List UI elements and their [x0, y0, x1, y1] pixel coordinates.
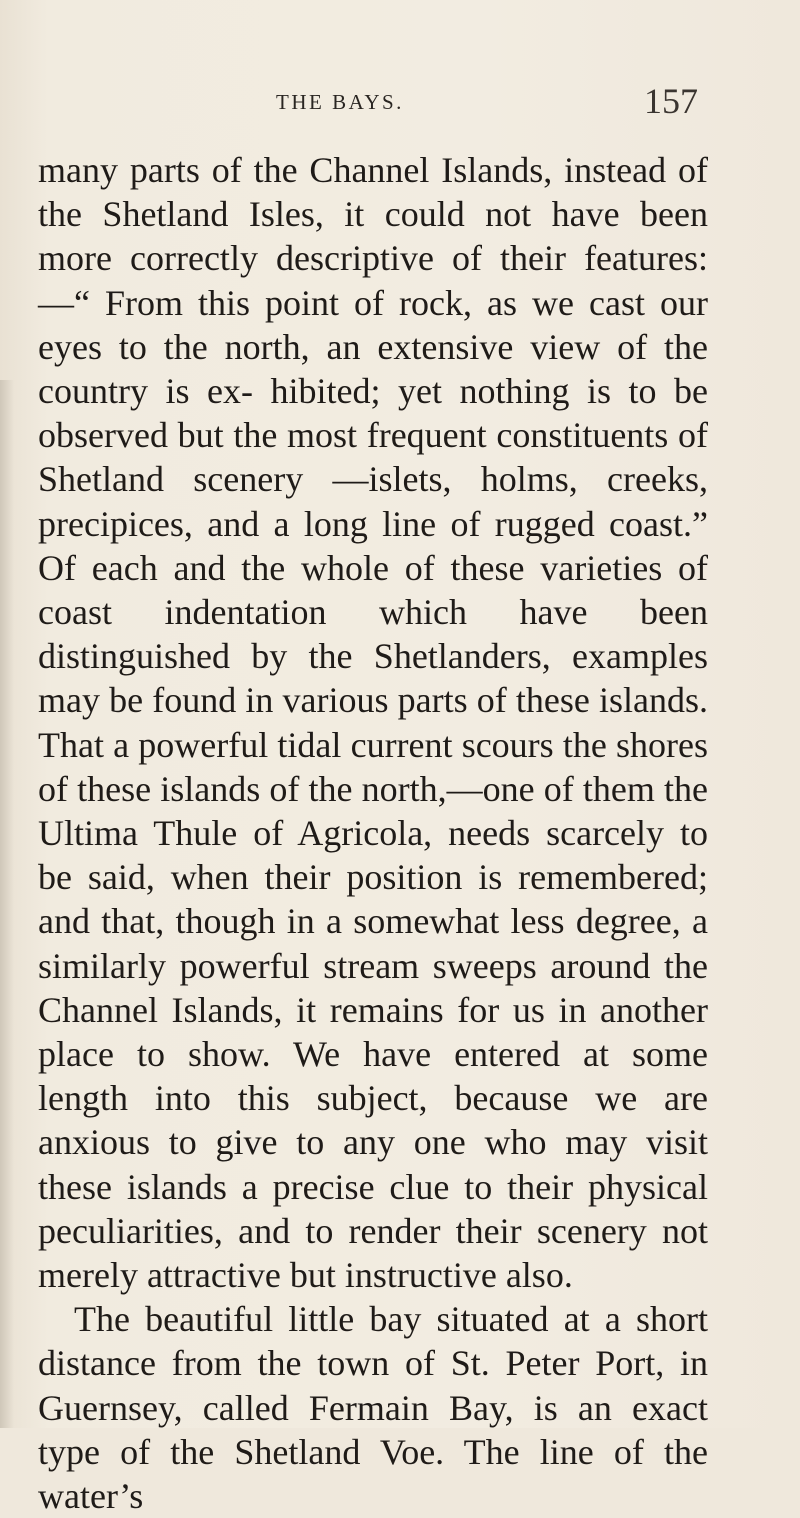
running-head — [0, 81, 800, 128]
body-text — [38, 148, 708, 1518]
page-gutter-shadow — [0, 380, 14, 1428]
page-number: 157 — [644, 81, 698, 121]
paragraph: The beautiful little bay situated at a short distance from the town of St. Peter Port, in Guernsey, called Fermain Bay, is an exact type of the Shetland Voe. The line of the water’s — [38, 1299, 708, 1517]
running-title: THE BAYS. — [276, 90, 404, 114]
paragraph: many parts of the Channel Islands, instead of the Shetland Isles, it could not have been more correctly descriptive of their features:—“ From this point of rock, as we cast our eyes to the north, an extensive view of the country is ex- hibited; yet nothing is to be observed but the most frequent constituents of Shetland scenery —islets, holms, creeks, precipices, and a long line of rugged coast.” Of each and the whole of these varieties of coast indentation which have been distinguished by the Shetlanders, examples may be found in various parts of these islands. That a powerful tidal current scours the shores of these islands of the north,—one of them the Ultima Thule of Agricola, needs scarcely to be said, when their position is remembered; and that, though in a somewhat less degree, a similarly powerful stream sweeps around the Channel Islands, it remains for us in another place to show. We have entered at some length into this subject, because we are anxious to give to any one who may visit these islands a precise clue to their physical peculiarities, and to render their scenery not merely attractive but instructive also. — [38, 150, 708, 1296]
